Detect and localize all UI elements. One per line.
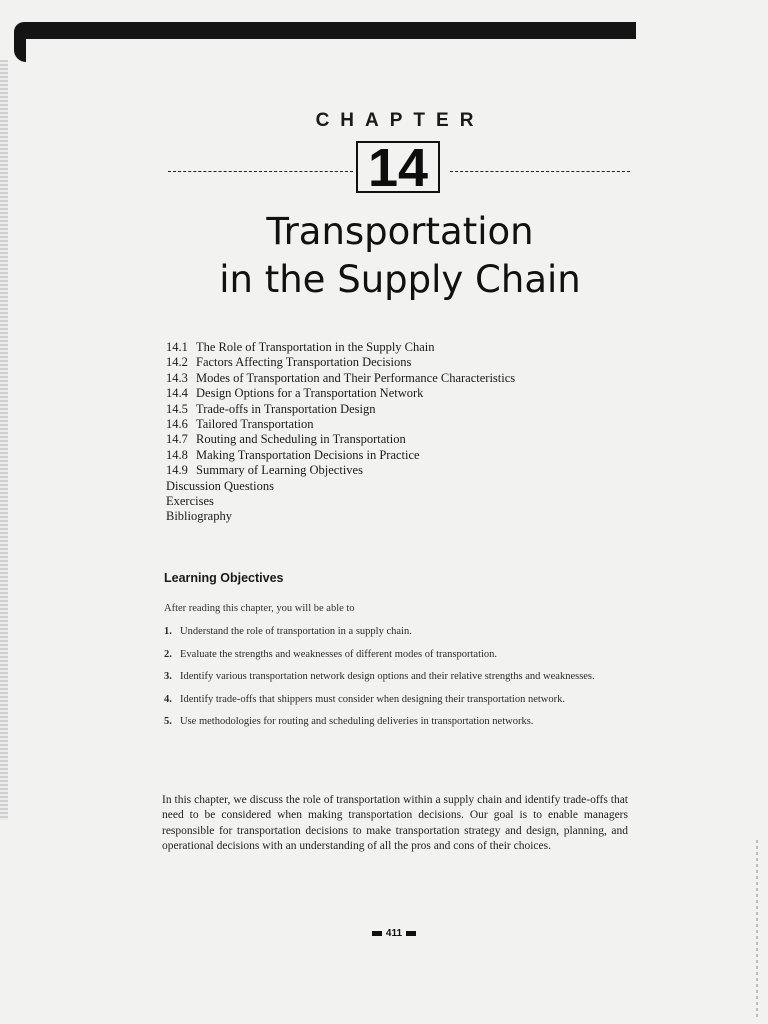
objective-item [164,626,630,639]
scan-left-edge [0,60,8,820]
objective-item [164,716,630,729]
toc-item-number: 14.4 [166,386,188,401]
table-of-contents [166,340,606,525]
objective-number: 4. [164,693,172,705]
toc-item-text: Routing and Scheduling in Transportation [196,432,406,447]
objective-number: 1. [164,626,172,637]
learning-objectives-heading: Learning Objectives [164,571,284,585]
dashed-rule-left [168,171,353,172]
chapter-number: 14 [356,141,440,193]
objective-text: Understand the role of transportation in a supply chain. [180,626,412,637]
chapter-intro-paragraph: In this chapter, we discuss the role of transportation within a supply chain and identify trade-offs that need to be considered when making transportation decisions. Our goal is to enable managers responsible for transportation decisions to make transportation strategy and design, planning, and operational decisions with an understanding of all the pros and cons of their choices. [162,794,628,852]
learning-objectives-list [164,626,630,739]
objective-item [164,694,630,707]
objective-number: 3. [164,671,172,682]
page-number [354,928,434,939]
objective-text: Identify trade-offs that shippers must consider when designing their transportation network. [180,693,566,705]
toc-item-bibliography: Bibliography [166,509,232,524]
toc-item-number: 14.7 [166,432,188,447]
learning-objectives-intro: After reading this chapter, you will be able to [164,603,355,614]
toc-item [166,402,606,417]
scan-top-bar [14,22,636,39]
toc-item [166,448,606,463]
toc-item-text: Summary of Learning Objectives [196,463,363,478]
objective-text: Identify various transportation network design options and their relative strengths and weaknesses. [180,671,595,682]
objective-text: Use methodologies for routing and scheduling deliveries in transportation networks. [180,716,534,727]
toc-item [166,463,606,478]
objective-item [164,649,630,662]
toc-item-text: Making Transportation Decisions in Practice [196,447,420,462]
toc-item-exercises: Exercises [166,494,214,509]
toc-item-discussion-questions: Discussion Questions [166,478,274,493]
toc-item-text: Tailored Transportation [196,417,314,432]
page-number-bar-left [372,931,382,936]
toc-item-text: Factors Affecting Transportation Decisions [196,355,412,370]
toc-item [166,371,606,386]
chapter-label: CHAPTER [315,110,485,131]
chapter-title-line-1: Transportation [266,210,534,253]
page-number-value: 411 [385,928,403,939]
toc-item-number: 14.1 [166,340,188,354]
scan-top-bar-curve [14,32,26,62]
objective-number: 2. [164,648,172,660]
toc-item-text: The Role of Transportation in the Supply Chain [196,340,435,354]
toc-item-text: Modes of Transportation and Their Performance Characteristics [196,370,516,385]
toc-item [166,386,606,401]
toc-item-text: Design Options for a Transportation Network [196,386,424,401]
toc-item [166,417,606,432]
scan-right-edge [756,840,758,1020]
toc-item-text: Trade-offs in Transportation Design [196,401,376,416]
toc-item-number: 14.9 [166,463,188,478]
toc-item-number: 14.3 [166,370,188,385]
toc-item-number: 14.2 [166,355,188,370]
page-number-bar-right [406,931,416,936]
toc-item-number: 14.5 [166,401,188,416]
toc-item-number: 14.6 [166,417,188,432]
objective-text: Evaluate the strengths and weaknesses of different modes of transportation. [180,648,498,660]
toc-item [166,340,606,355]
toc-item-number: 14.8 [166,447,188,462]
objective-number: 5. [164,716,172,727]
toc-item [166,355,606,370]
dashed-rule-right [450,171,630,172]
toc-item [166,432,606,447]
chapter-title-line-2: in the Supply Chain [219,258,581,301]
objective-item [164,671,630,684]
